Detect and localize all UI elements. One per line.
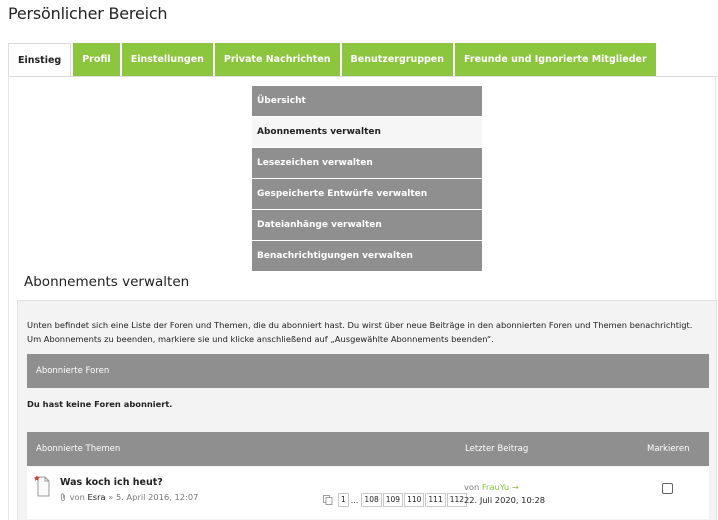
topics-header: [27, 432, 709, 466]
last-post-by: von: [464, 482, 480, 492]
tab-benutzergruppen[interactable]: Benutzergruppen: [342, 43, 453, 76]
pages-icon: [323, 495, 333, 505]
content-border-left: [8, 76, 9, 520]
page-title: Persönlicher Bereich: [8, 4, 168, 23]
submenu-item-lesezeichen[interactable]: Lesezeichen verwalten: [252, 148, 482, 178]
page-link-112[interactable]: 112: [447, 493, 467, 507]
submenu-item-benachrichtigungen[interactable]: Benachrichtigungen verwalten: [252, 241, 482, 271]
tab-freunde-ignorierte[interactable]: Freunde und Ignorierte Mitglieder: [455, 43, 656, 76]
tab-einstieg[interactable]: Einstieg: [8, 43, 71, 77]
forums-header: [27, 354, 709, 388]
topic-unread-icon: [33, 475, 51, 499]
subscriptions-panel: [17, 300, 717, 520]
topics-header-label: Abonnierte Themen: [36, 444, 121, 454]
submenu-item-abonnements[interactable]: Abonnements verwalten: [252, 117, 482, 147]
last-post-user-link[interactable]: FrauYu: [481, 482, 510, 492]
tab-divider: [8, 76, 718, 77]
topic-meta-separator: »: [108, 492, 114, 502]
section-title: Abonnements verwalten: [24, 274, 190, 290]
forums-empty-message: Du hast keine Foren abonniert.: [27, 399, 173, 409]
topic-author-link[interactable]: Esra: [87, 492, 106, 502]
arrow-right-icon[interactable]: →: [511, 482, 519, 492]
topic-meta-by: von: [69, 492, 85, 502]
page-link-108[interactable]: 108: [361, 493, 381, 507]
submenu-item-uebersicht[interactable]: Übersicht: [252, 86, 482, 116]
topic-date: 5. April 2016, 12:07: [115, 492, 199, 502]
last-post: [464, 481, 545, 507]
paperclip-icon: [60, 493, 67, 501]
tab-private-nachrichten[interactable]: Private Nachrichten: [215, 43, 340, 76]
page-link-111[interactable]: 111: [425, 493, 445, 507]
tab-profil[interactable]: Profil: [73, 43, 119, 76]
submenu: [252, 86, 482, 272]
submenu-item-dateianhaenge[interactable]: Dateianhänge verwalten: [252, 210, 482, 240]
intro-text: Unten befindet sich eine Liste der Foren und Themen, die du abonniert hast. Du wirst über neue Beiträge in den abonnierten Foren und Themen benachrichtigt. Um Abonnements zu beenden, markiere sie und klicke anschließend auf „Ausgewählte Abonnements beenden“.: [27, 320, 693, 344]
forums-header-label: Abonnierte Foren: [36, 366, 110, 376]
page-ellipsis: ...: [350, 495, 359, 505]
last-post-line: [464, 481, 545, 494]
mark-header-label: Markieren: [647, 444, 690, 454]
last-post-header-label: Letzter Beitrag: [465, 444, 529, 454]
last-post-date: 22. Juli 2020, 10:28: [464, 495, 546, 505]
tab-einstellungen[interactable]: Einstellungen: [122, 43, 213, 76]
submenu-item-entwuerfe[interactable]: Gespeicherte Entwürfe verwalten: [252, 179, 482, 209]
page-link-109[interactable]: 109: [383, 493, 403, 507]
topic-pagination: [323, 493, 467, 507]
page-link-1[interactable]: 1: [338, 493, 349, 507]
topic-row: [27, 467, 709, 519]
tab-bar: [8, 43, 658, 76]
topic-title-link[interactable]: Was koch ich heut?: [60, 477, 163, 488]
page-link-110[interactable]: 110: [404, 493, 424, 507]
mark-topic-checkbox[interactable]: [662, 483, 673, 494]
topic-meta: [60, 492, 198, 502]
